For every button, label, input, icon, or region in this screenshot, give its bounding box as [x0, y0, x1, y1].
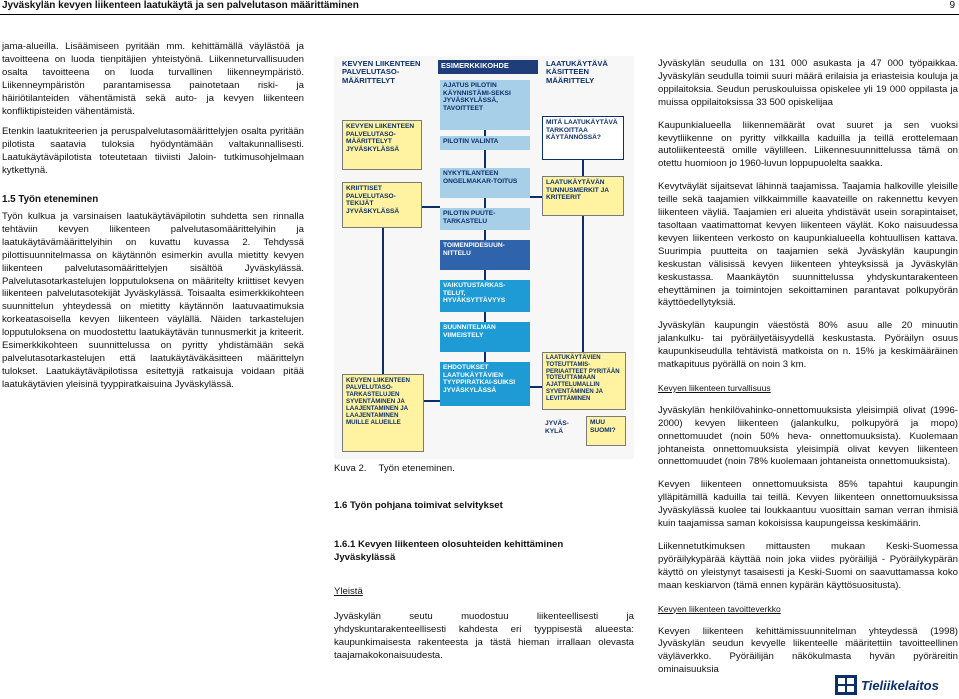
paragraph: Jyväskylän kaupungin väestöstä 80% asuu alle 20 minuutin jalankulku- tai pyöräilyetäisyydellä keskustasta. Pyöräilyn osuus kaupunkiseudulla tehtävistä matkoista on n. 15% ja keskimääräinen matkapituus pyörällä on noin 3 km.: [658, 320, 958, 371]
paragraph: Kevyen liikenteen kehittämissuunnitelman yhteydessä (1998) Jyväskylän seudun kevyelle liikenteelle määritettiin tavoitteellinen väyläverkko. Pyöräilijän näkökulmasta hyvän pyöräreitin ominaisuuksia: [658, 625, 958, 676]
paragraph: Jyväskylän seutu muodostuu liikenteellisesti ja yhdyskuntarakenteellisesti kahdesta eri tyyppisestä alueesta: kaupunkimaisesta rakenteesta ja tästä hieman irrallaan olevasta taajamakokonaisuudesta.: [334, 611, 634, 661]
publisher-logo: [835, 674, 957, 696]
diagram-box: NYKYTILANTEEN ONGELMAKAR-TOITUS: [440, 168, 530, 198]
diagram-column-head: KEVYEN LIIKENTEEN PALVELUTASO-MÄÄRITTELYT: [342, 59, 421, 85]
diagram-box: VAIKUTUSTARKAS-TELUT, HYVÄKSYTTÄVYYS: [440, 280, 530, 312]
diagram-box: PILOTIN VALINTA: [440, 136, 530, 150]
figure-caption: [334, 463, 634, 476]
diagram-arrow: [582, 160, 584, 176]
diagram-arrow: [484, 198, 486, 208]
diagram-arrow: [422, 206, 440, 208]
section-heading: 1.6 Työn pohjana toimivat selvitykset: [334, 500, 503, 511]
left-column: [2, 41, 304, 400]
workflow-diagram: [334, 56, 634, 459]
diagram-box: AJATUS PILOTIN KÄYNNISTÄMI-SEKSI JYVÄSKYLÄSSÄ, TAVOITTEET: [440, 80, 530, 130]
caption-text: Työn eteneminen.: [378, 463, 455, 474]
diagram-box: MITÄ LAATUKÄYTÄVÄ TARKOITTAA KÄYTÄNNÖSSÄ?: [542, 116, 624, 160]
subheading-underlined: Yleistä: [334, 586, 363, 597]
diagram-arrow: [484, 130, 486, 136]
diagram-box: LAATUKÄYTÄVÄN TUNNUSMERKIT JA KRITEERIT: [542, 176, 624, 216]
paragraph: Liikennetutkimuksen mittausten mukaan Keski-Suomessa pyöräilykypärää käyttää noin joka viides pyöräilijä - Pyöräilykypärän käyttö on yleistynyt tasaisesti ja Keski-Suomi on saavuttamassa koko maan keskiarvon (tämä ennen kypärän käyttösuositusta).: [658, 541, 958, 591]
diagram-arrow: [484, 352, 486, 362]
diagram-box: PILOTIN PUUTE-TARKASTELU: [440, 208, 530, 230]
diagram-box: KEVYEN LIIKENTEEN PALVELUTASO-TARKASTELUJEN SYVENTÄMINEN JA LAAJENTAMINEN JA LAAJENTAMINEN MUILLE ALUEILLE: [342, 374, 424, 452]
diagram-arrow: [530, 196, 542, 198]
subsection-heading: 1.6.1 Kevyen liikenteen olosuhteiden kehittäminen Jyväskylässä: [334, 539, 564, 563]
diagram-box: LAATUKÄYTÄVIEN TOTEUTTAMIS-PERIAATTEET PYRITÄÄN TOTEUTTAMAAN AJATTELUMALLIN SYVENTÄMINEN JA LEVITTÄMINEN: [542, 352, 626, 410]
diagram-arrow: [484, 230, 486, 240]
diagram-box: KEVYEN LIIKENTEEN PALVELUTASO-MÄÄRITTELYT JYVÄSKYLÄSSÄ: [342, 120, 422, 170]
paragraph: Jyväskylän henkilövahinko-onnettomuuksista yleisimpiä olivat (1996-2000) kevyen liikenteen (jalankulku, polkupyörä ja mopo) onnettomuudet (noin 50% heva- onnettomuuksista). Kuolemaan johtaneista onnettomuuksista yleisimpiä olivat kevyen liikenteen onnettomuudet (noin 78% kuolemaan johtaneista onnettomuuksista).: [658, 404, 958, 468]
diagram-arrow: [484, 312, 486, 322]
paragraph: Kaupunkialueella liikennemäärät ovat suuret ja sen vuoksi kevytliikenne on pyritty vilkkailla kaduilla ja teillä erottelemaan autoliikenteestä omille väylilleen. Liikennesuunnittelussa tämä on otettu huomioon jo 1960-luvun loppupuolelta saakka.: [658, 119, 958, 170]
logo-text: Tieliikelaitos: [861, 677, 939, 693]
diagram-arrow: [424, 400, 440, 402]
diagram-box: MUU SUOMI?: [586, 416, 626, 446]
paragraph: Työn kulkua ja varsinaisen laatukäytäväpilotin suhdetta sen rinnalla tehtäviin kevyen liikenteen palvelutasomäärittelyihin ja laatukäytävämäärittelyihin on kuvattu kuvassa 2. Tehdyssä pilottisuunnitelmassa on käytännön esimerkin avulla mietitty kevyen liikenteen palvelutasomäärittelyjen sisältöä Jyväskylässä. Palvelutasotarkastelujen lopputuloksena on määritelty kriittiset kevyen liikenteen palvelutasotekijät Jyväskylässä. Toisaalta esimerkkikohteen suunnittelun yhteydessä on mietitty käytännön laatuvaatimuksia korkeatasoisella kevyen liikenteen väylällä. Näiden tarkastelujen lopputuloksena on muodostettu laatukäytävän tunnusmerkit ja kriteerit. Esimerkkikohteen suunnittelussa on pyritty yhdistämään sekä palvelutasotarkastelujen että laatukäytäväkäsitteen määrittelyn tulokset. Laatukäytäväpilotissa esitettyjä ratkaisuja voidaan pitää laatukäytävien yleisinä tyyppiratkaisuina Jyväskylässä.: [2, 210, 304, 390]
diagram-box: SUUNNITELMAN VIIMEISTELY: [440, 322, 530, 352]
diagram-column-head: LAATUKÄYTÄVÄ KÄSITTEEN MÄÄRITTELY: [546, 59, 608, 85]
right-column: [658, 58, 958, 685]
diagram-arrow: [582, 216, 584, 352]
diagram-box: KRIITTISET PALVELUTASO-TEKIJÄT JYVÄSKYLÄSSÄ: [342, 182, 422, 228]
diagram-arrow: [530, 386, 542, 388]
diagram-arrow: [484, 270, 486, 280]
paragraph: Jyväskylän seudulla on 131 000 asukasta ja 47 000 työpaikkaa. Jyväskylän seudulla toimii suuri määrä erilaisia ja eriasteisia kouluja ja oppilaitoksia. Seudun peruskouluissa opiskelee yli 19 000 oppilasta ja muissa oppilaitoksissa 33 500 opiskelijaa: [658, 58, 958, 108]
tieliikelaitos-logo-icon: [835, 675, 857, 695]
page-number: 9: [949, 0, 955, 11]
diagram-column-head: ESIMERKKIKOHDE: [438, 60, 538, 74]
paragraph: jama-alueilla. Lisäämiseen pyritään mm. kehittämällä väylästöä ja tavoitteena on luoda tienpitäjien yhteistyönä. Liikenneturvallisuuden osalta tavoitteena on luoda turvallinen liikenneympäristö. Liikenneympäristön parantamisessa painotetaan riski- ja häiriötilanteiden vähentämistä sekä auto- ja kevyen liikenteen konfliktipisteiden vähentämistä.: [2, 41, 304, 117]
diagram-label: JYVÄS-KYLÄ: [545, 420, 569, 435]
document-title: Jyväskylän kevyen liikenteen laatukäytä ja sen palvelutason määrittäminen: [2, 0, 359, 11]
diagram-arrow: [484, 150, 486, 168]
diagram-arrow: [382, 228, 384, 374]
subheading-underlined: Kevyen liikenteen turvallisuus: [658, 382, 771, 393]
paragraph: Etenkin laatukriteerien ja peruspalvelutasomäärittelyjen osalta pyritään pilotista saatavia tuloksia hyödyntämään valtakunnallisesti. Laatukäytäväpilotista toteutetaan tiiviisti Jaloin- tutkimusohjelmaan kytkettynä.: [2, 126, 304, 177]
paragraph: Kevyen liikenteen onnettomuuksista 85% tapahtui kaupungin ylläpitämillä kaduilla tai teillä. Kevyen liikenteen onnettomuuksissa Jyväskylässä kuolee tai loukkaantuu vuosittain saman verran ihmisiä kuin taajamissa saman kokoisissa kaupungeissa keskimäärin.: [658, 479, 958, 530]
paragraph: Kevytväylät sijaitsevat lähinnä taajamissa. Taajamia halkoville yleisille teille sekä taajamien vilkkaimmille kaavateille on rakennettu kevyen liikenteen väyliä. Taajamien eri alueita yhdistävät usein sorapintaiset, tasoltaan vaatimattomat kevyen liikenteen väylät. Koko naisuudessa kevyen liikenteen verkosto on kaupunkialueella kohtuullisen kattava. Suurimpia puutteita on taajamien sekä Jyväskylän kaupungin keskustan välisissä kevyen liikenteen yhteyksissä ja Jyväskylän keskustassa. Maankäytön suunnittelussa yhdyskuntarakenteen eheyttäminen ja toimintojen sekoittaminen parantavat polkupyörän käyttöedellytyksiä.: [658, 181, 958, 309]
page-header: [0, 0, 959, 15]
section-heading: 1.5 Työn eteneminen: [2, 194, 99, 206]
diagram-box: TOIMENPIDESUUN-NITTELU: [440, 240, 530, 270]
subheading-underlined: Kevyen liikenteen tavoitteverkko: [658, 603, 781, 614]
diagram-box: EHDOTUKSET LAATUKÄYTÄVIEN TYYPPIRATKAI-SUIKSI JYVÄSKYLÄSSÄ: [440, 362, 530, 406]
caption-label: Kuva 2.: [334, 463, 367, 474]
